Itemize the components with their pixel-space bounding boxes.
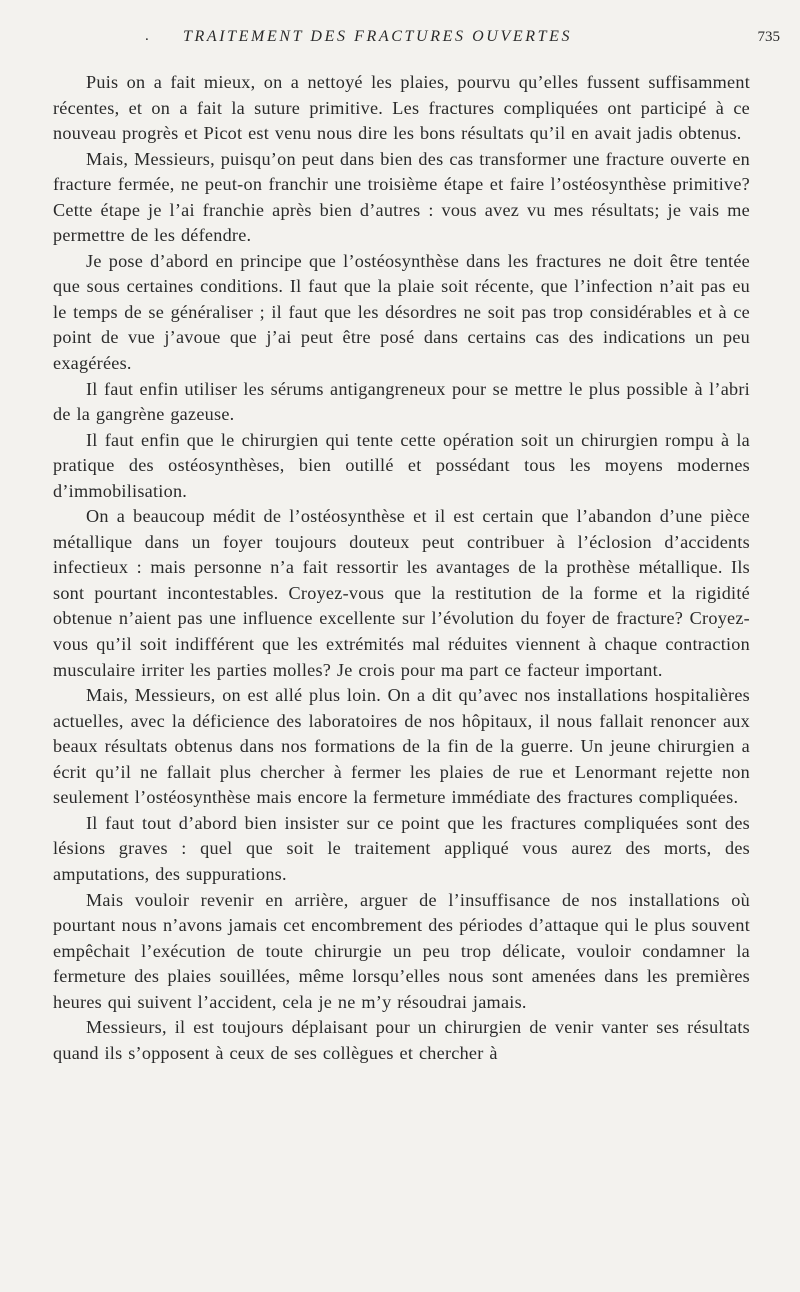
paragraph: Mais, Messieurs, on est allé plus loin. On a dit qu’avec nos installations hospitalières actuelles, avec la déficience des laboratoires de nos hôpitaux, il nous fallait renoncer aux beaux résultats obtenus dans nos formations de la fin de la guerre. Un jeune chirurgien a écrit qu’il ne fallait plus chercher à fermer les plaies de rue et Lenormant rejette non seulement l’ostéosynthèse mais encore la fermeture immédiate des fractures compliquées. (53, 685, 750, 808)
paragraph: Il faut tout d’abord bien insister sur ce point que les fractures compliquées sont des lésions graves : quel que soit le traitement appliqué vous aurez des morts, des amputations, des suppurations. (53, 812, 750, 884)
paragraph: Mais vouloir revenir en arrière, arguer de l’insuffisance de nos installations où pourtant nous n’avons jamais cet encombrement des périodes d’attaque qui le plus souvent empêchait l’exécution de toute chirurgie un peu trop délicate, vouloir condamner la fermeture des plaies souillées, même lorsqu’elles nous sont amenées dans les premières heures qui suivent l’accident, cela je ne m’y résoudrai jamais. (53, 889, 750, 1012)
running-title: TRAITEMENT DES FRACTURES OUVERTES (183, 28, 573, 45)
body-text (53, 70, 750, 1066)
paragraph: Puis on a fait mieux, on a nettoyé les plaies, pourvu qu’elles fussent suffisamment récentes, et on a fait la suture primitive. Les fractures compliquées ont participé à ce nouveau progrès et Picot est venu nous dire les bons résultats qu’il en avait jadis obtenus. (53, 72, 750, 144)
paragraph: On a beaucoup médit de l’ostéosynthèse et il est certain que l’abandon d’une pièce métallique dans un foyer toujours douteux peut contribuer à l’éclosion d’accidents infectieux : mais personne n’a fait ressortir les avantages de la prothèse métallique. Ils sont pourtant incontestables. Croyez-vous que la restitution de la forme et la rigidité obtenue n’aient pas une influence excellente sur l’évolution du foyer de fracture? Croyez-vous qu’il soit indifférent que les extrémités mal réduites viennent à chaque contraction musculaire irriter les parties molles? Je crois pour ma part ce facteur important. (53, 506, 750, 680)
page-number: 735 (757, 29, 780, 45)
paragraph: Il faut enfin que le chirurgien qui tente cette opération soit un chirurgien rompu à la pratique des ostéosynthèses, bien outillé et possédant tous les moyens modernes d’immobilisation. (53, 429, 750, 501)
paragraph: Mais, Messieurs, puisqu’on peut dans bien des cas transformer une fracture ouverte en fracture fermée, ne peut-on franchir une troisième étape et faire l’ostéosynthèse primitive? Cette étape je l’ai franchie après bien d’autres : vous avez vu mes résultats; je vais me permettre de les défendre. (53, 148, 750, 246)
paragraph: Messieurs, il est toujours déplaisant pour un chirurgien de venir vanter ses résultats quand ils s’opposent à ceux de ses collègues et chercher à (53, 1017, 750, 1063)
header-bullet: . (145, 28, 149, 44)
page-header (0, 28, 800, 52)
paragraph: Je pose d’abord en principe que l’ostéosynthèse dans les fractures ne doit être tentée que sous certaines conditions. Il faut que la plaie soit récente, que l’infection n’ait pas eu le temps de se généraliser ; il faut que les désordres ne soit pas trop considérables et à ce point de vue j’avoue que j’ai peut être posé dans certains cas des indications un peu exagérées. (53, 250, 750, 374)
paragraph: Il faut enfin utiliser les sérums antigangreneux pour se mettre le plus possible à l’abri de la gangrène gazeuse. (53, 378, 750, 425)
